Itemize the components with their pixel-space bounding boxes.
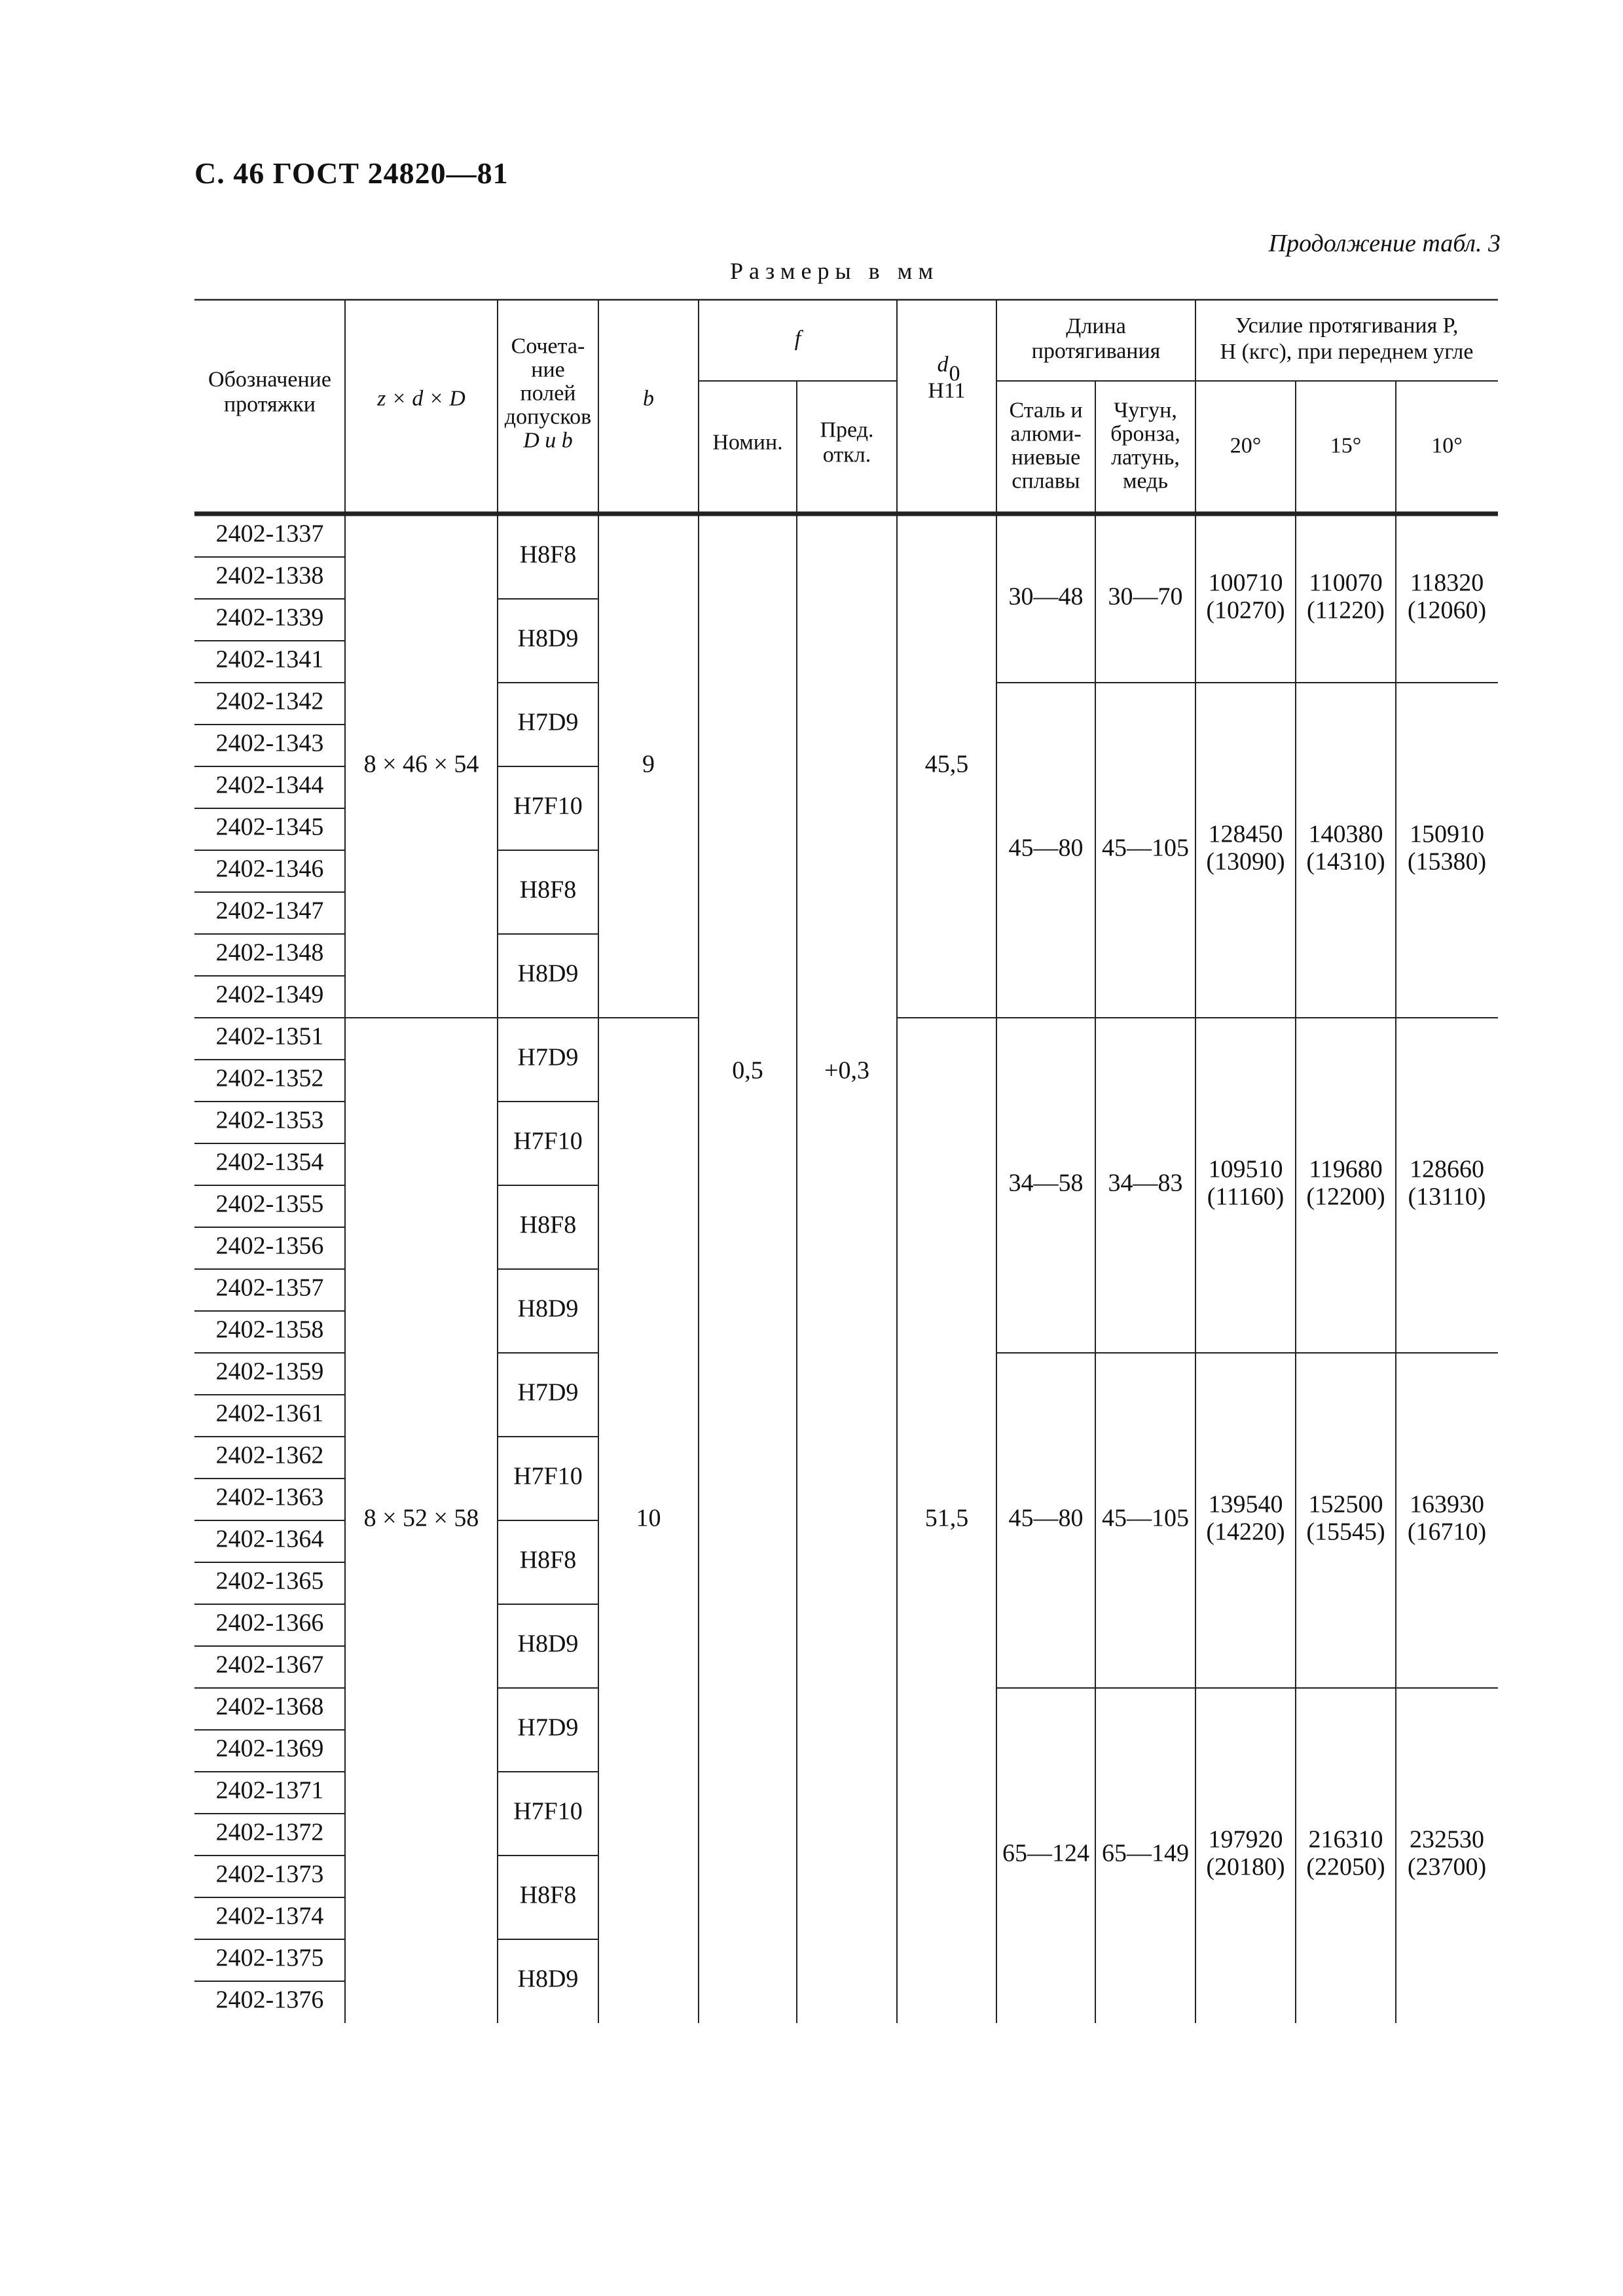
force-20-cell: 100710	[1208, 569, 1283, 597]
header-fits: ние	[531, 357, 565, 382]
force-20-cell: (13090)	[1206, 848, 1285, 876]
force-15-cell: 216310	[1308, 1825, 1383, 1854]
fit-cell: H8D9	[517, 1965, 579, 1993]
force-10-cell: (13110)	[1408, 1183, 1486, 1211]
fit-cell: H8F8	[519, 1211, 577, 1239]
length-iron-cell: 65—149	[1102, 1839, 1189, 1867]
fit-cell: H8D9	[517, 1295, 579, 1323]
designation-cell: 2402-1363	[215, 1483, 324, 1511]
force-20-cell: (11160)	[1207, 1183, 1285, 1211]
force-10-cell: (12060)	[1407, 596, 1487, 624]
fit-cell: H8D9	[517, 624, 579, 653]
designation-cell: 2402-1347	[215, 897, 324, 925]
force-15-cell: (15545)	[1306, 1518, 1385, 1546]
length-steel-cell: 34—58	[1008, 1169, 1084, 1197]
header-fits: D и b	[523, 428, 573, 453]
force-20-cell: (20180)	[1206, 1853, 1285, 1881]
designation-cell: 2402-1342	[215, 687, 324, 715]
header-length-iron: латунь,	[1111, 445, 1180, 470]
header-designation: Обозначение	[208, 367, 331, 392]
designation-cell: 2402-1359	[215, 1357, 324, 1386]
length-iron-cell: 30—70	[1108, 583, 1183, 611]
force-20-cell: 139540	[1208, 1490, 1283, 1518]
force-20-cell: (14220)	[1206, 1518, 1285, 1546]
designation-cell: 2402-1368	[215, 1693, 324, 1721]
f-deviation-cell: +0,3	[824, 1056, 869, 1085]
header-b: b	[643, 386, 654, 411]
fit-cell: H7F10	[513, 1127, 583, 1155]
force-15-cell: 110070	[1309, 569, 1383, 597]
header-f-nominal: Номин.	[712, 430, 783, 455]
force-15-cell: 152500	[1308, 1490, 1383, 1518]
designation-cell: 2402-1344	[215, 771, 324, 799]
designation-cell: 2402-1356	[215, 1232, 324, 1260]
force-10-cell: (15380)	[1407, 848, 1487, 876]
header-length-steel: сплавы	[1012, 469, 1080, 493]
length-steel-cell: 30—48	[1008, 583, 1084, 611]
header-f-deviation: откл.	[822, 442, 871, 467]
fit-cell: H7D9	[517, 1713, 579, 1742]
header-d0-subscript: 0	[949, 361, 960, 386]
designation-cell: 2402-1349	[215, 980, 324, 1009]
header-length-steel: Сталь и	[1009, 398, 1083, 423]
header-length-steel: ниевые	[1011, 445, 1081, 470]
designation-cell: 2402-1373	[215, 1860, 324, 1888]
designation-cell: 2402-1338	[215, 562, 324, 590]
header-designation: протяжки	[223, 392, 316, 417]
designation-cell: 2402-1355	[215, 1190, 324, 1218]
group-size-cell: 8 × 52 × 58	[363, 1504, 479, 1532]
fit-cell: H8F8	[519, 876, 577, 904]
designation-cell: 2402-1346	[215, 855, 324, 883]
force-15-cell: 119680	[1309, 1155, 1383, 1183]
header-d0-tolerance: H11	[928, 378, 966, 403]
header-force: Н (кгс), при переднем угле	[1220, 339, 1474, 364]
fit-cell: H8D9	[517, 1630, 579, 1658]
header-f-deviation: Пред.	[820, 418, 874, 442]
force-20-cell: 197920	[1208, 1825, 1283, 1854]
fit-cell: H7D9	[517, 1378, 579, 1407]
header-force: Усилие протягивания P,	[1235, 313, 1459, 338]
header-fits: допусков	[504, 404, 592, 429]
force-20-cell: 128450	[1208, 820, 1283, 848]
force-20-cell: (10270)	[1206, 596, 1285, 624]
force-10-cell: 128660	[1410, 1155, 1484, 1183]
force-10-cell: 118320	[1410, 569, 1484, 597]
force-10-cell: 232530	[1410, 1825, 1484, 1854]
force-10-cell: (16710)	[1407, 1518, 1487, 1546]
page-header: С. 46 ГОСТ 24820—81	[194, 156, 509, 190]
fit-cell: H8F8	[519, 1881, 577, 1909]
table-continuation-label: Продолжение табл. 3	[1268, 230, 1501, 257]
length-iron-cell: 45—105	[1102, 1504, 1189, 1532]
designation-cell: 2402-1371	[215, 1776, 324, 1804]
designation-cell: 2402-1352	[215, 1064, 324, 1092]
designation-cell: 2402-1376	[215, 1986, 324, 2014]
designation-cell: 2402-1372	[215, 1818, 324, 1846]
header-angle: 10°	[1431, 433, 1463, 458]
header-length-steel: алюми-	[1010, 422, 1082, 446]
f-nominal-cell: 0,5	[732, 1056, 763, 1085]
group-d0-cell: 45,5	[924, 750, 969, 778]
units-caption: Размеры в мм	[730, 258, 939, 284]
header-fits: Сочета-	[511, 334, 585, 359]
fit-cell: H7F10	[513, 792, 583, 820]
designation-cell: 2402-1354	[215, 1148, 324, 1176]
force-15-cell: (14310)	[1306, 848, 1385, 876]
fit-cell: H7D9	[517, 1043, 579, 1071]
header-fits: полей	[520, 381, 576, 406]
designation-cell: 2402-1351	[215, 1022, 324, 1050]
header-zdD: z × d × D	[377, 386, 465, 411]
fit-cell: H7F10	[513, 1797, 583, 1825]
designation-cell: 2402-1362	[215, 1441, 324, 1469]
designation-cell: 2402-1353	[215, 1106, 324, 1134]
designation-cell: 2402-1361	[215, 1399, 324, 1427]
designation-cell: 2402-1357	[215, 1274, 324, 1302]
header-angle: 20°	[1230, 433, 1262, 458]
designation-cell: 2402-1366	[215, 1609, 324, 1637]
designation-cell: 2402-1367	[215, 1651, 324, 1679]
length-iron-cell: 34—83	[1108, 1169, 1183, 1197]
designation-cell: 2402-1374	[215, 1902, 324, 1930]
header-f: f	[794, 326, 801, 351]
designation-cell: 2402-1375	[215, 1944, 324, 1972]
designation-cell: 2402-1365	[215, 1567, 324, 1595]
designation-cell: 2402-1341	[215, 645, 324, 673]
header-length: протягивания	[1031, 338, 1161, 363]
header-length-iron: медь	[1123, 469, 1168, 493]
group-d0-cell: 51,5	[924, 1504, 969, 1532]
length-steel-cell: 45—80	[1008, 1504, 1084, 1532]
header-d0: d	[937, 352, 949, 377]
fit-cell: H7F10	[513, 1462, 583, 1490]
fit-cell: H8F8	[519, 1546, 577, 1574]
designation-cell: 2402-1337	[215, 520, 324, 548]
designation-cell: 2402-1343	[215, 729, 324, 757]
fit-cell: H8F8	[519, 541, 577, 569]
length-steel-cell: 45—80	[1008, 834, 1084, 862]
force-15-cell: (11220)	[1307, 596, 1385, 624]
designation-cell: 2402-1348	[215, 939, 324, 967]
group-size-cell: 8 × 46 × 54	[363, 750, 479, 778]
fit-cell: H8D9	[517, 960, 579, 988]
designation-cell: 2402-1345	[215, 813, 324, 841]
force-15-cell: 140380	[1308, 820, 1383, 848]
designation-cell: 2402-1369	[215, 1734, 324, 1763]
header-length-iron: бронза,	[1110, 422, 1180, 446]
force-15-cell: (12200)	[1306, 1183, 1385, 1211]
designation-cell: 2402-1358	[215, 1316, 324, 1344]
force-10-cell: 150910	[1410, 820, 1484, 848]
group-b-cell: 9	[642, 750, 655, 778]
force-15-cell: (22050)	[1306, 1853, 1385, 1881]
header-length-iron: Чугун,	[1114, 398, 1177, 423]
fit-cell: H7D9	[517, 708, 579, 736]
force-10-cell: 163930	[1410, 1490, 1484, 1518]
force-20-cell: 109510	[1208, 1155, 1283, 1183]
designation-cell: 2402-1339	[215, 603, 324, 632]
length-steel-cell: 65—124	[1002, 1839, 1089, 1867]
length-iron-cell: 45—105	[1102, 834, 1189, 862]
group-b-cell: 10	[636, 1504, 661, 1532]
header-angle: 15°	[1330, 433, 1362, 458]
force-10-cell: (23700)	[1407, 1853, 1487, 1881]
designation-cell: 2402-1364	[215, 1525, 324, 1553]
header-length: Длина	[1066, 314, 1126, 338]
